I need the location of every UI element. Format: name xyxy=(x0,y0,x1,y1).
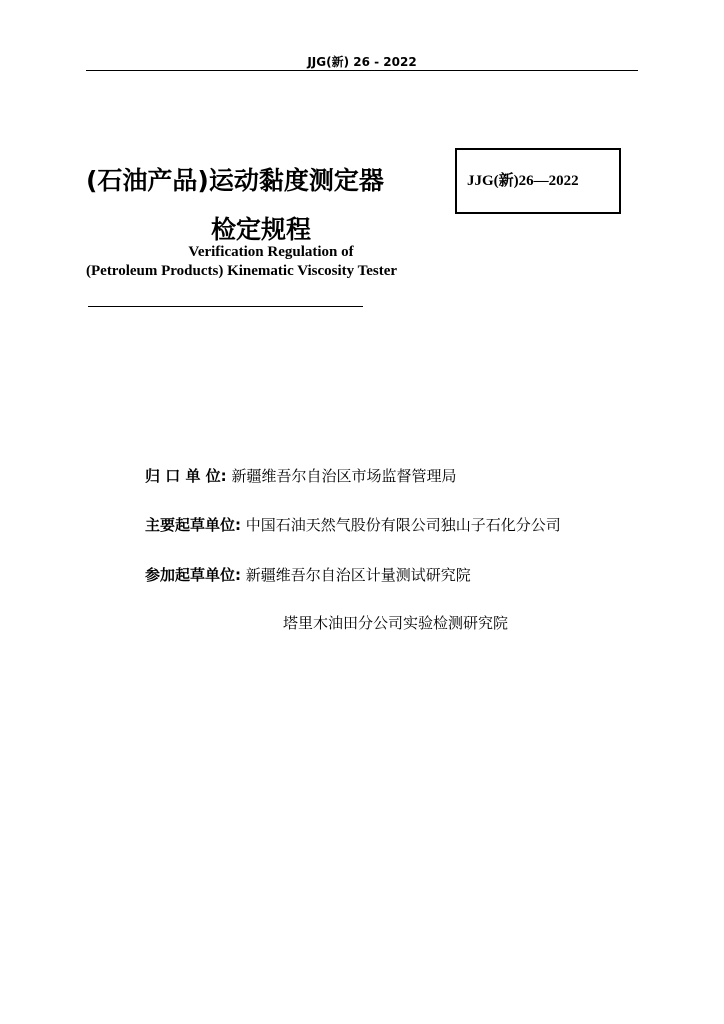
title-rule xyxy=(88,306,363,307)
main-drafting-unit-value: 中国石油天然气股份有限公司独山子石化分公司 xyxy=(241,516,561,534)
header-rule xyxy=(86,70,638,71)
participating-unit-row-2 xyxy=(283,612,508,633)
english-title-line1: Verification Regulation of xyxy=(188,244,354,260)
standard-code-text: JJG(新)26—2022 xyxy=(467,173,579,189)
standard-code-box xyxy=(455,148,621,214)
participating-unit-value: 新疆维吾尔自治区计量测试研究院 xyxy=(241,566,471,584)
responsible-unit-value: 新疆维吾尔自治区市场监督管理局 xyxy=(226,467,457,485)
header-code: JJG(新) 26 - 2022 xyxy=(307,55,417,69)
participating-unit-value-2: 塔里木油田分公司实验检测研究院 xyxy=(283,614,509,632)
participating-unit-row xyxy=(145,564,471,585)
main-drafting-unit-row xyxy=(145,514,561,535)
responsible-unit-row xyxy=(145,465,456,486)
main-drafting-unit-label: 主要起草单位: xyxy=(145,516,241,534)
document-subtitle: 检定规程 xyxy=(210,215,311,244)
participating-unit-label: 参加起草单位: xyxy=(145,566,241,584)
document-title: (石油产品)运动黏度测定器 xyxy=(86,166,384,195)
english-title-line2: (Petroleum Products) Kinematic Viscosity Tester xyxy=(86,263,398,279)
responsible-unit-label: 归 口 单 位: xyxy=(145,467,227,485)
